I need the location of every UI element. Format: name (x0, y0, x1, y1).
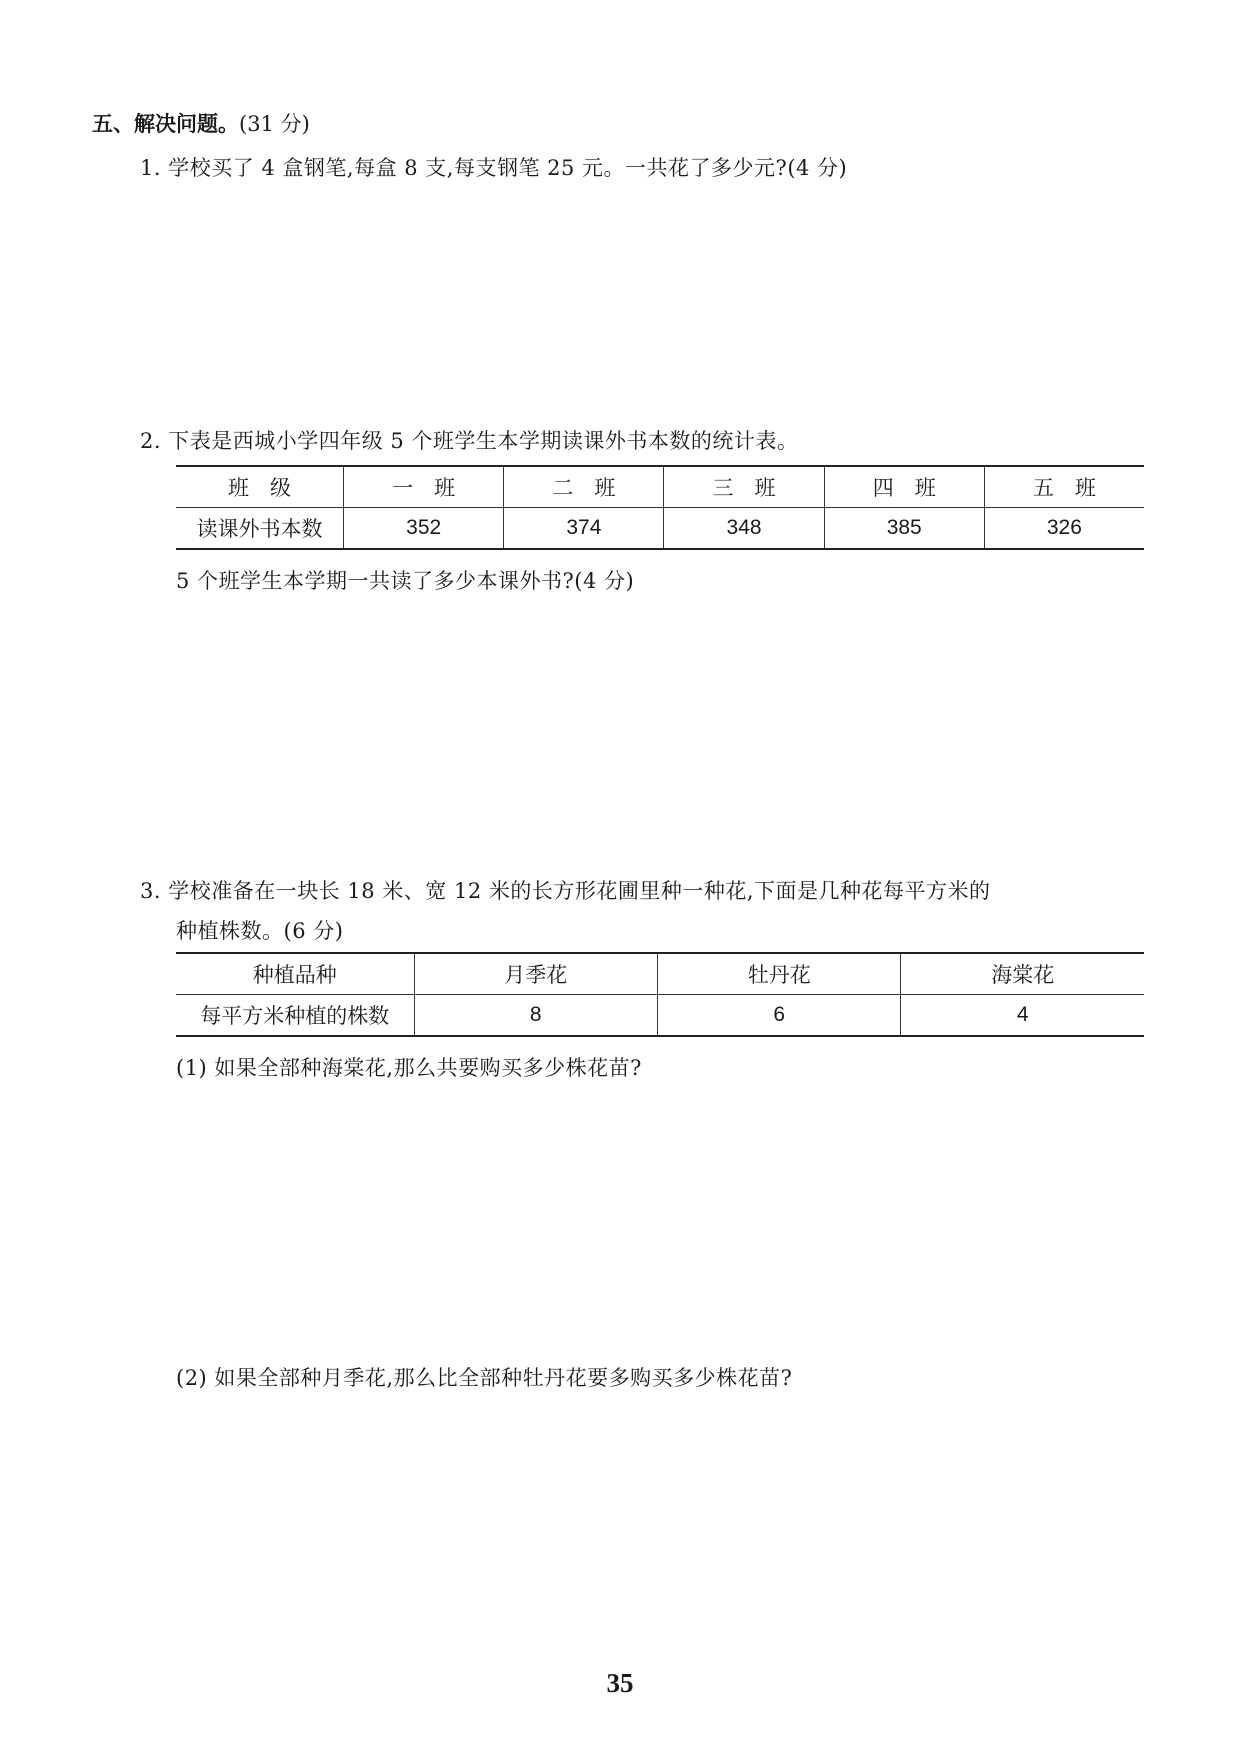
table-column-header: 牡丹花 (657, 953, 900, 995)
reading-statistics-table (176, 465, 1144, 550)
table-cell: 326 (984, 508, 1144, 550)
table-column-header: 四 班 (824, 466, 984, 508)
question-2: 2. 下表是西城小学四年级 5 个班学生本学期读课外书本数的统计表。 (140, 429, 799, 453)
section-title (92, 108, 310, 138)
question-2-prompt: 5 个班学生本学期一共读了多少本课外书?(4 分) (176, 569, 635, 593)
table-cell: 4 (901, 995, 1144, 1037)
section-score: (31 分) (239, 112, 310, 136)
question-3-line-1: 3. 学校准备在一块长 18 米、宽 12 米的长方形花圃里种一种花,下面是几种花每平方米的 (140, 879, 991, 903)
table-row-label: 每平方米种植的株数 (176, 995, 414, 1037)
table-cell: 6 (657, 995, 900, 1037)
table-header-label: 班 级 (176, 466, 344, 508)
table-cell: 8 (414, 995, 657, 1037)
question-3-sub-1: (1) 如果全部种海棠花,那么共要购买多少株花苗? (176, 1056, 642, 1080)
table-column-header: 二 班 (504, 466, 664, 508)
table-row (176, 508, 1144, 550)
table-column-header: 五 班 (984, 466, 1144, 508)
table-cell: 385 (824, 508, 984, 550)
question-3-sub-2: (2) 如果全部种月季花,那么比全部种牡丹花要多购买多少株花苗? (176, 1366, 793, 1390)
table-header-label: 种植品种 (176, 953, 414, 995)
section-title-text: 五、解决问题。 (92, 112, 239, 136)
table-cell: 348 (664, 508, 824, 550)
table-row-label: 读课外书本数 (176, 508, 344, 550)
question-3-line-2: 种植株数。(6 分) (176, 919, 344, 943)
table-column-header: 海棠花 (901, 953, 1144, 995)
table-cell: 352 (344, 508, 504, 550)
table-column-header: 一 班 (344, 466, 504, 508)
table-cell: 374 (504, 508, 664, 550)
planting-density-table (176, 952, 1144, 1037)
table-column-header: 三 班 (664, 466, 824, 508)
table-header-row (176, 953, 1144, 995)
question-1: 1. 学校买了 4 盒钢笔,每盒 8 支,每支钢笔 25 元。一共花了多少元?(4 分) (140, 156, 848, 180)
table-header-row (176, 466, 1144, 508)
table-row (176, 995, 1144, 1037)
table-column-header: 月季花 (414, 953, 657, 995)
page-number: 35 (606, 1668, 634, 1698)
